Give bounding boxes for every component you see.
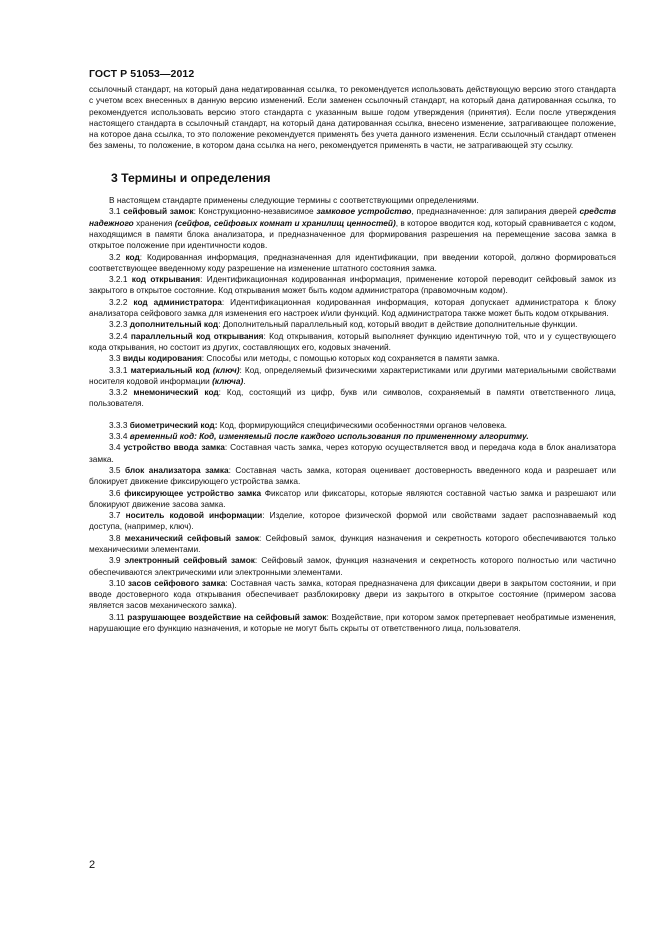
term-name: разрушающее воздействие на сейфовый замок — [127, 611, 327, 622]
term-number: 3.3.4 — [109, 431, 128, 442]
term-text: : Код, определяемый физическими характеристиками или другими материальными свойствами носителя кодовой информации — [89, 364, 616, 386]
term-name: дополнительный код — [129, 319, 219, 330]
term-3-11 — [89, 612, 616, 635]
term-number: 3.3.2 — [109, 387, 128, 398]
term-number: 3.9 — [109, 555, 121, 566]
term-definition: : Код открывания, который выполняет функцию идентичную той, что и у существующего кода открывания, но состоит из других, составляющих его, кодовых значений. — [89, 330, 616, 352]
term-definition: : Сейфовый замок, функция назначения и секретность которого обеспечиваются только механическими элементами. — [89, 532, 616, 554]
term-definition: : Кодированная информация, предназначенная для идентификации, при введении которой, должно формироваться соответствующее введенному коду разрешение на изменение штатного состояния замка. — [89, 251, 616, 273]
term-3-2-2 — [89, 297, 616, 320]
term-3-3 — [89, 353, 616, 364]
term-number: 3.11 — [109, 611, 125, 622]
term-definition: : Составная часть замка, через которую осуществляется ввод и передача кода в блок анализатора замка. — [89, 442, 616, 464]
term-number: 3.2.4 — [109, 330, 128, 341]
term-definition: Код, формирующийся специфическими особенностями органов человека. — [217, 419, 507, 430]
term-number: 3.6 — [109, 487, 121, 498]
term-3-8 — [89, 533, 616, 556]
term-name: код открывания — [131, 274, 201, 285]
term-3-5 — [89, 465, 616, 488]
document-header: ГОСТ Р 51053—2012 — [89, 68, 195, 80]
term-definition: : Дополнительный параллельный код, который вводит в действие дополнительные функции. — [218, 319, 578, 330]
term-emphasis: (сейфов, сейфовых комнат и хранилищ ценностей) — [174, 217, 396, 228]
term-3-6 — [89, 488, 616, 511]
lead-paragraph: В настоящем стандарте применены следующие термины с соответствующими определениями. — [109, 195, 479, 206]
term-3-10 — [89, 578, 616, 612]
term-3-3-2 — [89, 387, 616, 410]
term-name: сейфовый замок — [123, 206, 194, 217]
term-name: материальный код — [130, 364, 210, 375]
term-number: 3.8 — [109, 532, 121, 543]
term-number: 3.3.3 — [109, 419, 128, 430]
term-3-3-4 — [89, 431, 616, 442]
term-definition: : Код, состоящий из цифр, букв или символов, сохраняемый в памяти ответственного лица, пользователя. — [89, 387, 616, 409]
term-text: , в которое вводится код, который сравнивается с кодом, находящимся в памяти блока анализатора, и предназначенное для формирования разрешения на перемещение засова замка в открытое положение при идентичности кодов. — [89, 217, 616, 251]
term-definition: : Изделие, которое физической формой или свойствами задает распознаваемый код доступа, (например, ключ). — [89, 510, 617, 532]
term-3-3-3 — [89, 420, 616, 431]
term-definition: Фиксатор или фиксаторы, которые являются составной частью замка и разрешают или блокируют движение засова замка. — [89, 487, 616, 509]
term-3-1 — [89, 206, 616, 251]
term-number: 3.10 — [109, 577, 126, 588]
term-definition: : Идентификационная кодированная информация, применение которой переводит сейфовый замок из закрытого в открытое состояние. Код открывания может быть кодом администратора (правомочным кодом). — [89, 274, 616, 296]
term-text: : Конструкционно-независимое — [193, 206, 317, 217]
term-number: 3.3 — [109, 353, 121, 364]
term-number: 3.2.2 — [109, 296, 128, 307]
term-number: 3.7 — [109, 510, 121, 521]
term-emphasis: замковое устройство — [316, 206, 412, 217]
section-title: 3 Термины и определения — [111, 170, 271, 185]
term-definition: : Идентификационная кодированная информация, которая допускает администратора к блоку анализатора сейфового замка для изменения его настроек и/или функций. Код администратора также может быть кодом открывания. — [89, 296, 616, 319]
term-definition: : Составная часть замка, которая предназначена для фиксации двери в закрытом состоянии, и при вводе достоверного кода открывания обеспечивает разблокировку двери из закрытого в открытое состояние (примером засова является засов механического замка). — [89, 577, 616, 611]
term-name: фиксирующее устройство замка — [124, 487, 262, 498]
term-3-3-1 — [89, 365, 616, 388]
term-name: устройство ввода замка — [123, 442, 225, 453]
term-name: носитель кодовой информации — [125, 510, 263, 521]
term-number: 3.5 — [109, 464, 121, 475]
term-number: 3.3.1 — [109, 364, 128, 375]
term-3-2 — [89, 252, 616, 275]
term-number: 3.1 — [109, 206, 121, 217]
term-name: параллельный код открывания — [130, 330, 264, 341]
term-name: код — [125, 251, 140, 262]
term-name: биометрический код: — [129, 419, 218, 430]
term-3-2-1 — [89, 274, 616, 297]
term-name: код администратора — [133, 296, 222, 307]
intro-paragraph: ссылочный стандарт, на который дана недатированная ссылка, то рекомендуется использовать действующую версию этого стандарта с учетом всех внесенных в данную версию изменений. Если заменен ссылочный стандарт, на который дана датированная ссылка, то рекомендуется использовать версию этого стандарта с указанным выше годом утверждения (принятия). Если после утверждения настоящего стандарта в ссылочный стандарт, на который дана датированная ссылка, внесено изменение, затрагивающее положение, на которое дана ссылка, то это положение рекомендуется применять без учета данного изменения. Если ссылочный стандарт отменен без замены, то положение, в котором дана ссылка на него, рекомендуется применять в части, не затрагивающей эту ссылку. — [89, 84, 616, 151]
document-body — [89, 84, 616, 634]
term-definition: : Сейфовый замок, функция назначения и секретность которого полностью или частично обеспечиваются электрическими или электронными элементами. — [89, 555, 616, 577]
term-emphasis: (ключ) — [212, 364, 240, 375]
term-definition: : Составная часть замка, которая оценивает достоверность введенного кода и разрешает или блокирует движение фиксирующего устройства замка. — [89, 464, 616, 487]
term-emphasis: (ключа) — [212, 375, 244, 386]
term-3-7 — [89, 510, 616, 533]
term-definition: : Воздействие, при котором замок претерпевает необратимые изменения, нарушающие его функцию назначения, и которые не могут быть скрыты от ответственного лица, пользователя. — [89, 611, 616, 634]
term-3-2-4 — [89, 331, 616, 354]
term-text: , предназначенное: для запирания дверей — [411, 206, 580, 217]
term-3-2-3 — [89, 319, 616, 330]
term-name: виды кодирования — [122, 353, 202, 364]
term-name: механический сейфовый замок — [124, 532, 260, 543]
term-name: мнемонический код — [133, 387, 219, 398]
term-emphasis: временный код: Код, изменяемый после каждого использования по примененному алгоритму. — [129, 431, 529, 442]
term-3-4 — [89, 442, 616, 465]
page-number: 2 — [89, 859, 96, 871]
term-text: хранения — [133, 217, 175, 228]
term-3-9 — [89, 555, 616, 578]
term-text: . — [243, 375, 246, 386]
term-name: засов сейфового замка — [127, 577, 226, 588]
term-emphasis: средств надежного — [89, 206, 616, 228]
term-number: 3.2 — [109, 251, 121, 262]
term-number: 3.4 — [109, 442, 121, 453]
term-name: электронный сейфовый замок — [124, 555, 255, 566]
term-number: 3.2.1 — [109, 274, 128, 285]
term-definition: : Способы или методы, с помощью которых код сохраняется в памяти замка. — [201, 353, 500, 364]
term-number: 3.2.3 — [109, 319, 128, 330]
term-name: блок анализатора замка — [124, 464, 229, 475]
